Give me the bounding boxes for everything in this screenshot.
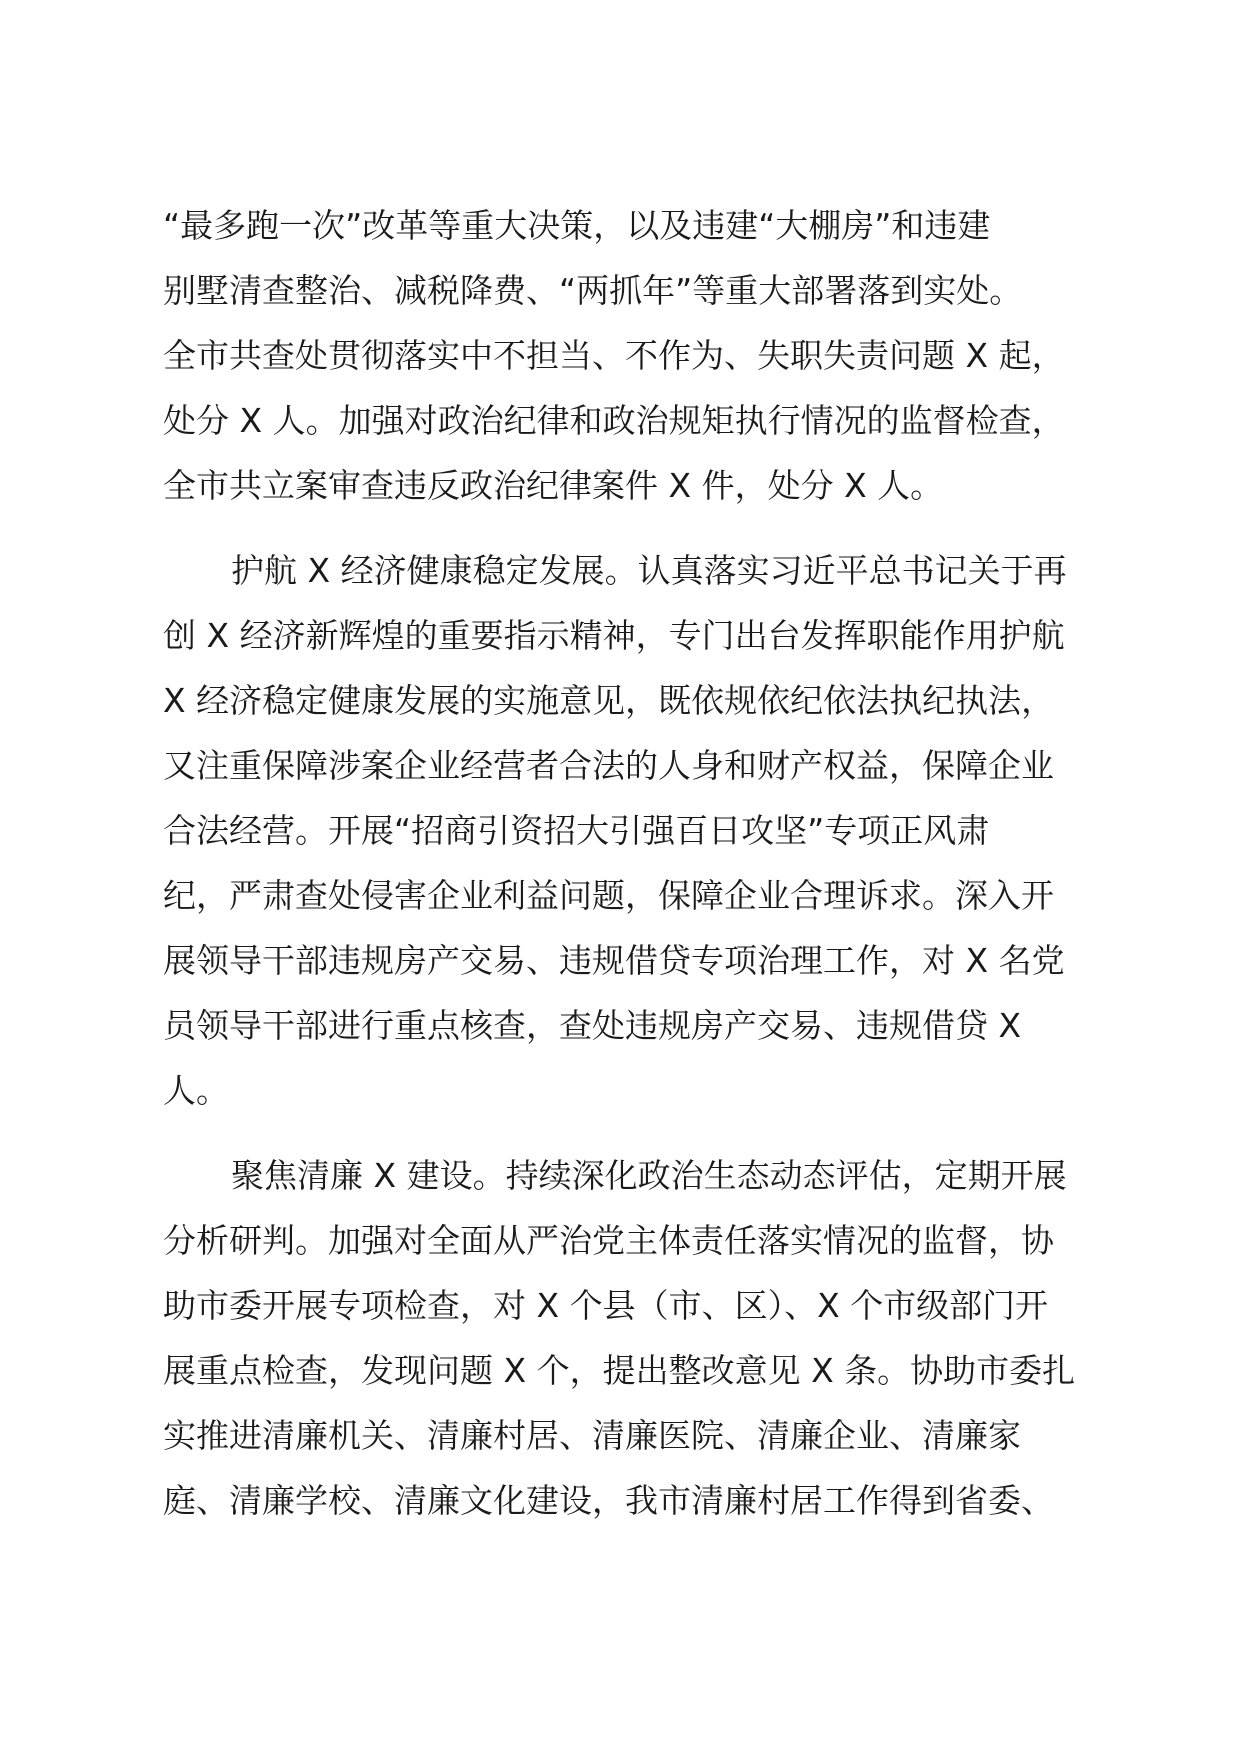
paragraph-1	[163, 193, 1083, 518]
paragraph-line: 展重点检查，发现问题 X 个，提出整改意见 X 条。协助市委扎	[163, 1351, 1076, 1390]
paragraph-line: 创 X 经济新辉煌的重要指示精神，专门出台发挥职能作用护航	[163, 616, 1065, 655]
paragraph-line: 员领导干部进行重点核查，查处违规房产交易、违规借贷 X	[163, 1006, 1022, 1045]
paragraph-line: “最多跑一次”改革等重大决策，以及违建“大棚房”和违建	[163, 206, 991, 245]
paragraph-line: 护航 X 经济健康稳定发展。认真落实习近平总书记关于再	[231, 551, 1067, 590]
paragraph-line: 别墅清查整治、减税降费、“两抓年”等重大部署落到实处。	[163, 271, 1023, 310]
paragraph-line: 聚焦清廉 X 建设。持续深化政治生态动态评估，定期开展	[231, 1156, 1067, 1195]
paragraph-line: 展领导干部违规房产交易、违规借贷专项治理工作，对 X 名党	[163, 941, 1065, 980]
paragraph-line: 实推进清廉机关、清廉村居、清廉医院、清廉企业、清廉家	[163, 1416, 1021, 1455]
paragraph-line: 分析研判。加强对全面从严治党主体责任落实情况的监督，协	[163, 1221, 1054, 1260]
paragraph-line: 全市共立案审查违反政治纪律案件 X 件，处分 X 人。	[163, 466, 944, 505]
paragraph-line: 合法经营。开展“招商引资招大引强百日攻坚”专项正风肃	[163, 811, 990, 850]
paragraph-3	[163, 1143, 1083, 1533]
paragraph-line: 纪，严肃查处侵害企业利益问题，保障企业合理诉求。深入开	[163, 876, 1054, 915]
paragraph-spacer	[163, 1123, 1083, 1143]
paragraph-2	[163, 538, 1083, 1123]
paragraph-line: 全市共查处贯彻落实中不担当、不作为、失职失责问题 X 起，	[163, 336, 1065, 375]
document-body	[163, 193, 1083, 1533]
paragraph-line: 庭、清廉学校、清廉文化建设，我市清廉村居工作得到省委、	[163, 1481, 1054, 1520]
paragraph-line: 又注重保障涉案企业经营者合法的人身和财产权益，保障企业	[163, 746, 1054, 785]
paragraph-line: 助市委开展专项检查，对 X 个县（市、区）、X 个市级部门开	[163, 1286, 1049, 1325]
paragraph-line: 人。	[163, 1071, 229, 1110]
paragraph-line: 处分 X 人。加强对政治纪律和政治规矩执行情况的监督检查，	[163, 401, 1065, 440]
paragraph-line: X 经济稳定健康发展的实施意见，既依规依纪依法执纪执法，	[163, 681, 1055, 720]
paragraph-spacer	[163, 518, 1083, 538]
